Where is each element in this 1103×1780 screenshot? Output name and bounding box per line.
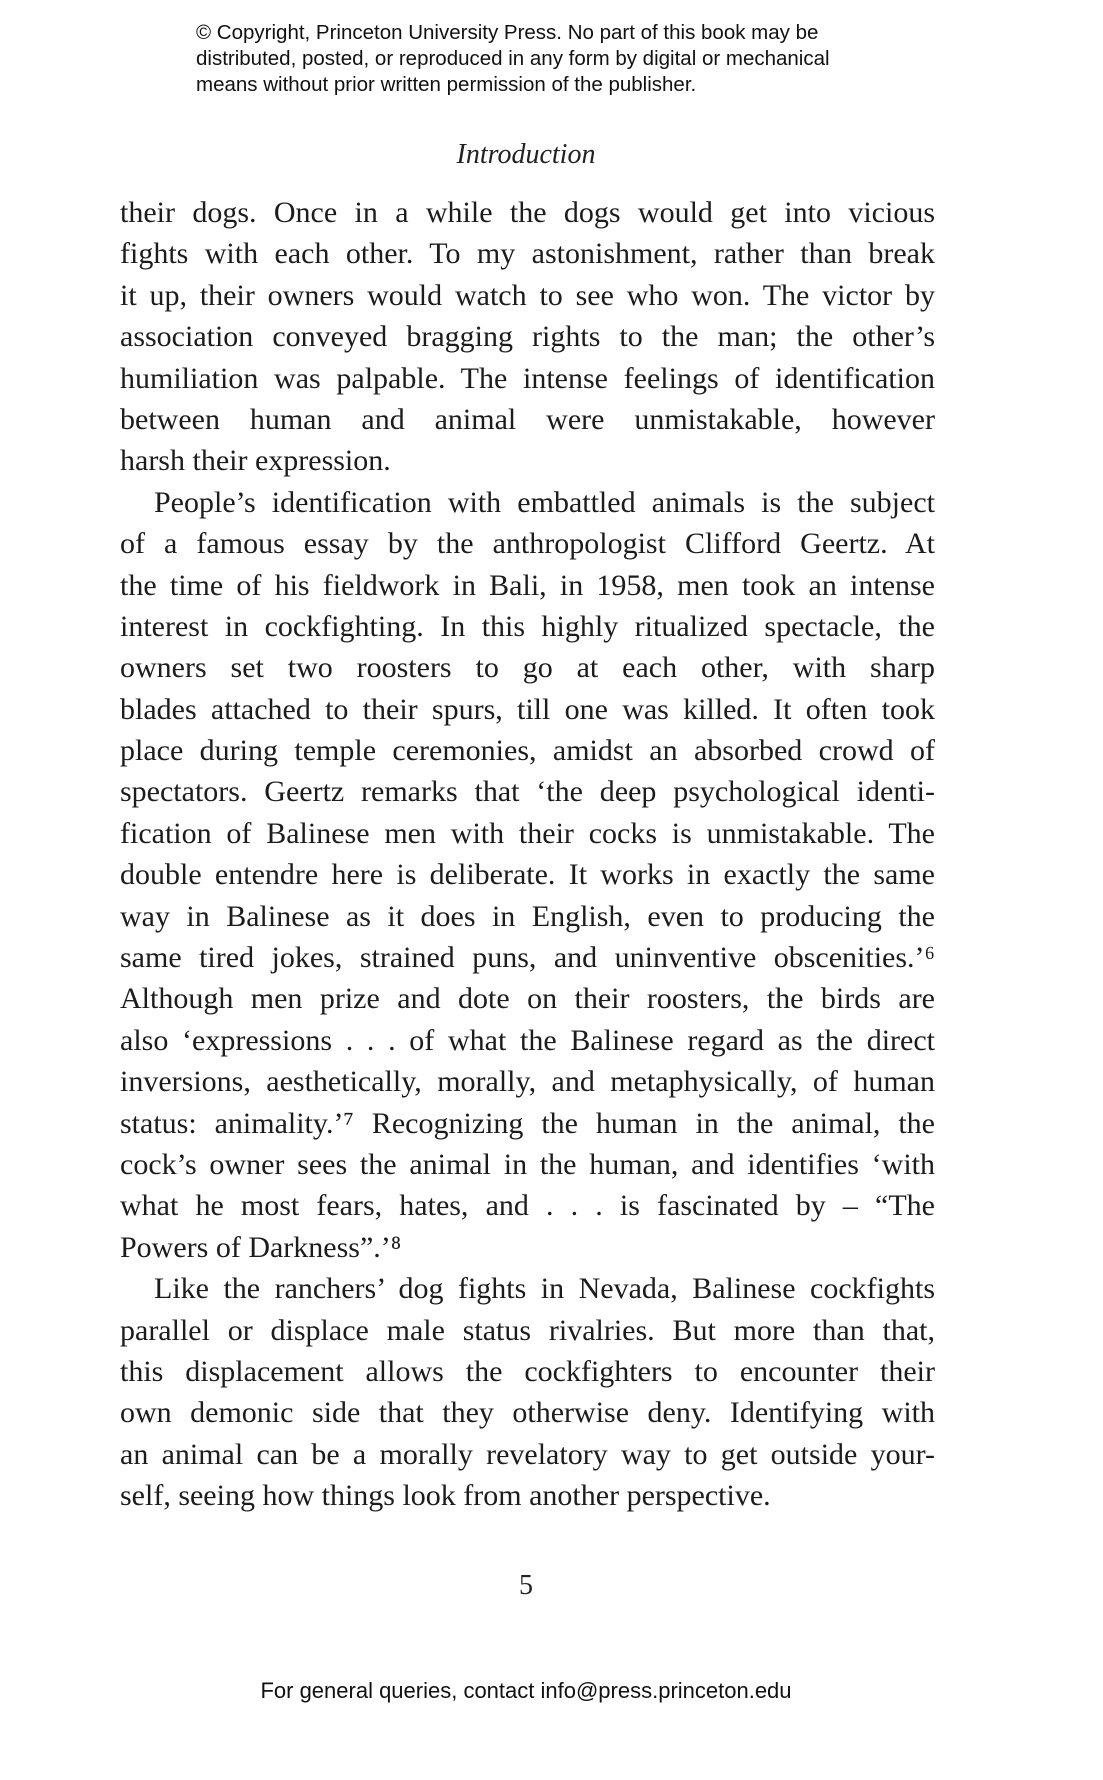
text-line: People’s identification with embattled animals is the subject (154, 485, 935, 519)
text-line: association conveyed bragging rights to the man; the other’s (120, 320, 935, 354)
text-line: cock’s owner sees the animal in the human, and identifies ‘with (120, 1147, 935, 1181)
copyright-line: © Copyright, Princeton University Press. No part of this book may be (196, 21, 819, 44)
text-line: what he most fears, hates, and . . . is fascinated by – “The (120, 1189, 935, 1223)
copyright-notice (196, 20, 916, 98)
text-line: their dogs. Once in a while the dogs would get into vicious (120, 196, 935, 229)
text-line: status: animality.’⁷ Recognizing the human in the animal, the (120, 1106, 935, 1140)
body-text (120, 192, 935, 1517)
copyright-line: distributed, posted, or reproduced in any form by digital or mechanical (196, 47, 830, 70)
text-line: the time of his fieldwork in Bali, in 1958, men took an intense (120, 568, 935, 602)
text-line: same tired jokes, strained puns, and uninventive obscenities.’⁶ (120, 941, 935, 975)
text-line: also ‘expressions . . . of what the Balinese regard as the direct (120, 1023, 935, 1057)
text-line: harsh their expression. (120, 444, 391, 478)
text-line: Although men prize and dote on their roosters, the birds are (120, 982, 935, 1016)
paragraph-2 (120, 482, 935, 1268)
text-line: humiliation was palpable. The intense feelings of identification (120, 361, 935, 395)
text-line: fights with each other. To my astonishment, rather than break (120, 237, 935, 271)
text-line: self, seeing how things look from another perspective. (120, 1479, 771, 1513)
text-line: blades attached to their spurs, till one was killed. It often took (120, 692, 935, 726)
text-line: it up, their owners would watch to see who won. The victor by (120, 278, 935, 312)
paragraph-1 (120, 192, 935, 482)
paragraph-3 (120, 1268, 935, 1516)
page-number: 5 (519, 1570, 533, 1601)
text-line: parallel or displace male status rivalries. But more than that, (120, 1313, 935, 1347)
text-line: Like the ranchers’ dog fights in Nevada, Balinese cockfights (154, 1272, 935, 1306)
text-line: between human and animal were unmistakable, however (120, 402, 935, 436)
text-line: double entendre here is deliberate. It works in exactly the same (120, 858, 935, 892)
text-line: interest in cockfighting. In this highly ritualized spectacle, the (120, 609, 935, 643)
text-line: fication of Balinese men with their cocks is unmistakable. The (120, 816, 935, 850)
text-line: Powers of Darkness”.’⁸ (120, 1230, 402, 1264)
text-line: owners set two roosters to go at each other, with sharp (120, 651, 935, 685)
text-line: this displacement allows the cockfighters to encounter their (120, 1354, 935, 1388)
text-line: inversions, aesthetically, morally, and metaphysically, of human (120, 1065, 935, 1099)
text-line: place during temple ceremonies, amidst an absorbed crowd of (120, 734, 935, 768)
text-line: spectators. Geertz remarks that ‘the deep psychological identi- (120, 775, 935, 809)
footer-contact: For general queries, contact info@press.princeton.edu (260, 1678, 792, 1703)
copyright-line: means without prior written permission of the publisher. (196, 73, 697, 96)
text-line: of a famous essay by the anthropologist Clifford Geertz. At (120, 527, 935, 561)
text-line: way in Balinese as it does in English, even to producing the (120, 899, 935, 933)
text-line: an animal can be a morally revelatory way to get outside your- (120, 1437, 935, 1471)
running-head: Introduction (456, 139, 596, 170)
text-line: own demonic side that they otherwise deny. Identifying with (120, 1396, 935, 1430)
